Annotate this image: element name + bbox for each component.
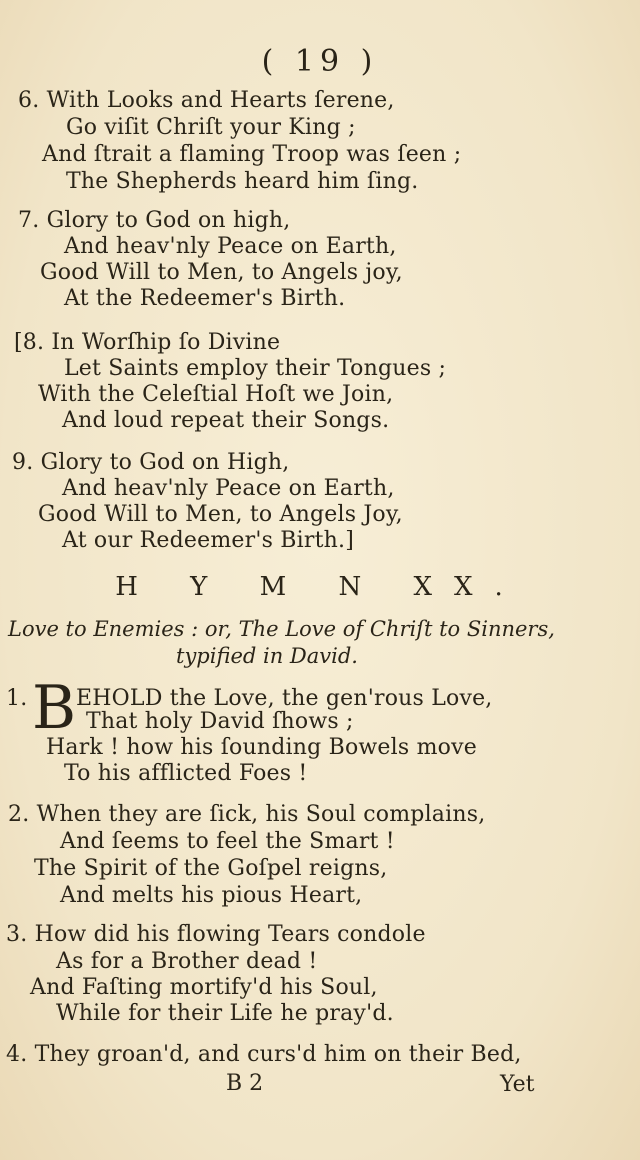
drop-cap-letter: B xyxy=(32,673,77,743)
stanza-3-line-2: As for a Brother dead ! xyxy=(56,949,318,974)
stanza-7-line-1: 7. Glory to God on high, xyxy=(18,208,291,233)
stanza-7-line-2: And heav'nly Peace on Earth, xyxy=(64,234,397,259)
stanza-3-line-1: 3. How did his flowing Tears condole xyxy=(6,922,426,947)
stanza-7-line-4: At the Redeemer's Birth. xyxy=(64,286,346,311)
stanza-3-line-3: And Faſting mortify'd his Soul, xyxy=(30,975,378,1000)
hymn-subtitle-line-2: typified in David. xyxy=(176,644,358,668)
stanza-1-line-1: EHOLD the Love, the gen'rous Love, xyxy=(76,686,493,711)
stanza-1-number: 1. xyxy=(6,686,28,711)
stanza-1-line-4: To his afflicted Foes ! xyxy=(64,761,308,786)
stanza-1-line-2: That holy David ſhows ; xyxy=(86,709,354,734)
stanza-1-line-3: Hark ! how his ſounding Bowels move xyxy=(46,735,477,760)
stanza-9-line-4: At our Redeemer's Birth.] xyxy=(62,528,354,553)
stanza-9-line-3: Good Will to Men, to Angels Joy, xyxy=(38,502,403,527)
stanza-9-line-2: And heav'nly Peace on Earth, xyxy=(62,476,395,501)
stanza-2-line-4: And melts his pious Heart, xyxy=(60,883,363,908)
stanza-7-line-3: Good Will to Men, to Angels joy, xyxy=(40,260,403,285)
stanza-8-line-4: And loud repeat their Songs. xyxy=(62,408,390,433)
page-number: ( 19 ) xyxy=(261,44,379,79)
signature-mark: B 2 xyxy=(226,1071,264,1096)
stanza-8-line-1: [8. In Worſhip ſo Divine xyxy=(14,330,281,355)
stanza-9-line-1: 9. Glory to God on High, xyxy=(12,450,290,475)
hymn-subtitle-line-1: Love to Enemies : or, The Love of Chriſt to Sinners, xyxy=(8,617,555,641)
stanza-3-line-4: While for their Life he pray'd. xyxy=(56,1001,394,1026)
stanza-4-line-1: 4. They groan'd, and curs'd him on their Bed, xyxy=(6,1042,522,1067)
stanza-2-line-3: The Spirit of the Goſpel reigns, xyxy=(34,856,388,881)
stanza-2-line-2: And ſeems to feel the Smart ! xyxy=(60,829,395,854)
stanza-6-line-2: Go viſit Chriſt your King ; xyxy=(66,115,356,140)
stanza-8-line-3: With the Celeſtial Hoſt we Join, xyxy=(38,382,394,407)
stanza-6-line-1: 6. With Looks and Hearts ſerene, xyxy=(18,88,395,113)
catchword: Yet xyxy=(500,1072,535,1097)
stanza-6-line-4: The Shepherds heard him ſing. xyxy=(66,169,419,194)
stanza-8-line-2: Let Saints employ their Tongues ; xyxy=(64,356,447,381)
stanza-2-line-1: 2. When they are ſick, his Soul complains, xyxy=(8,802,486,827)
hymn-title: H Y M N XX. xyxy=(115,572,525,602)
stanza-6-line-3: And ſtrait a flaming Troop was ſeen ; xyxy=(42,142,462,167)
